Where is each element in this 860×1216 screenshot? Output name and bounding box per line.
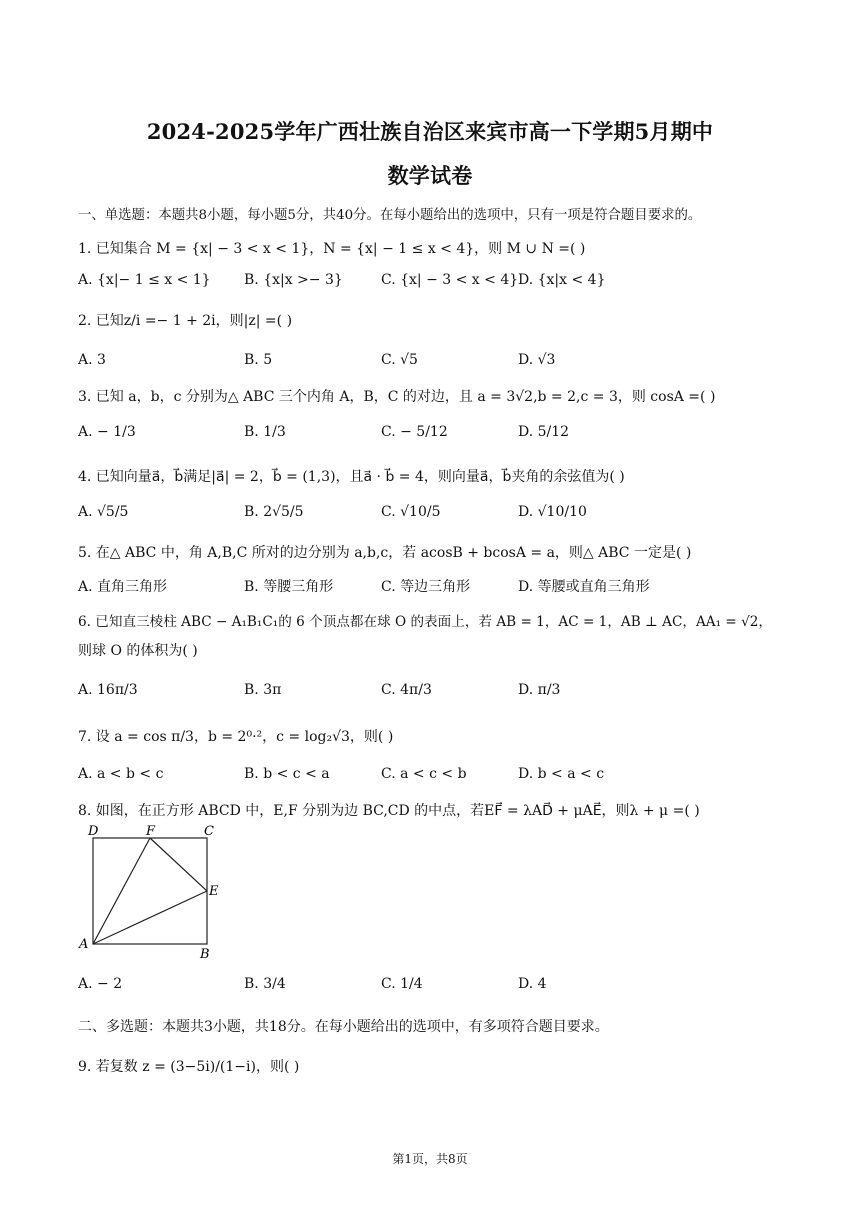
q2-option-b: B. 5: [244, 352, 273, 368]
square-abcd-figure: [74, 822, 224, 962]
q2-option-c: C. √5: [381, 352, 418, 368]
q5-option-a: A. 直角三角形: [78, 579, 168, 595]
q1-option-c: C. {x| − 3 < x < 4}: [381, 272, 519, 288]
label-b: B: [200, 947, 210, 962]
q1-option-a: A. {x|− 1 ≤ x < 1}: [78, 272, 211, 288]
q6-option-a: A. 16π/3: [78, 682, 138, 698]
label-e: E: [209, 884, 219, 899]
q6-option-c: C. 4π/3: [381, 682, 432, 698]
segment-af: [93, 838, 150, 944]
label-f: F: [146, 824, 156, 839]
q5-option-b: B. 等腰三角形: [244, 579, 334, 595]
q7-option-b: B. b < c < a: [244, 766, 330, 782]
q4-option-a: A. √5/5: [78, 504, 129, 520]
label-d: D: [88, 824, 99, 839]
q8-option-c: C. 1/4: [381, 976, 423, 992]
question-5-stem: 5. 在△ ABC 中，角 A,B,C 所对的边分别为 a,b,c，若 acosB + bcosA = a，则△ ABC 一定是( ): [78, 545, 692, 561]
page-footer: 第1页，共8页: [392, 1152, 468, 1166]
q7-option-a: A. a < b < c: [78, 766, 164, 782]
exam-title: 2024-2025学年广西壮族自治区来宾市高一下学期5月期中: [146, 119, 714, 144]
label-c: C: [204, 824, 214, 839]
question-1-stem: 1. 已知集合 M = {x| − 3 < x < 1}，N = {x| − 1 ≤ x < 4}，则 M ∪ N =( ): [78, 241, 586, 257]
q7-option-d: D. b < a < c: [518, 766, 605, 782]
question-6-stem-cont: 则球 O 的体积为( ): [78, 643, 198, 659]
question-3-stem: 3. 已知 a，b，c 分别为△ ABC 三个内角 A，B，C 的对边，且 a = 3√2,b = 2,c = 3，则 cosA =( ): [78, 389, 716, 405]
question-4-stem: 4. 已知向量a⃗，b⃗满足|a⃗| = 2，b⃗ = (1,3)，且a⃗ · b⃗ = 4，则向量a⃗，b⃗夹角的余弦值为( ): [78, 469, 625, 485]
exam-subtitle: 数学试卷: [387, 163, 473, 188]
q8-option-b: B. 3/4: [244, 976, 286, 992]
q1-option-d: D. {x|x < 4}: [518, 272, 606, 288]
section-single-choice: 一、单选题：本题共8小题，每小题5分，共40分。在每小题给出的选项中，只有一项是符合题目要求的。: [78, 208, 702, 223]
q6-option-d: D. π/3: [518, 682, 561, 698]
segment-fe: [150, 838, 207, 891]
q1-option-b: B. {x|x >− 3}: [244, 272, 343, 288]
q4-option-b: B. 2√5/5: [244, 504, 304, 520]
q8-option-a: A. − 2: [78, 976, 123, 992]
section-multiple-choice: 二、多选题：本题共3小题，共18分。在每小题给出的选项中，有多项符合题目要求。: [78, 1019, 609, 1035]
q6-option-b: B. 3π: [244, 682, 282, 698]
q2-option-d: D. √3: [518, 352, 556, 368]
q8-option-d: D. 4: [518, 976, 547, 992]
q4-option-c: C. √10/5: [381, 504, 441, 520]
q3-option-a: A. − 1/3: [78, 424, 136, 440]
square-outline: [93, 838, 207, 944]
question-2-stem: 2. 已知z/i =− 1 + 2i，则|z| =( ): [78, 313, 293, 329]
q5-option-c: C. 等边三角形: [381, 579, 471, 595]
q3-option-c: C. − 5/12: [381, 424, 448, 440]
q5-option-d: D. 等腰或直角三角形: [518, 579, 650, 595]
question-6-stem: 6. 已知直三棱柱 ABC − A₁B₁C₁的 6 个顶点都在球 O 的表面上，若 AB = 1，AC = 1，AB ⊥ AC，AA₁ = √2，: [78, 614, 772, 630]
q7-option-c: C. a < c < b: [381, 766, 467, 782]
question-9-stem: 9. 若复数 z = (3−5i)/(1−i)，则( ): [78, 1059, 300, 1075]
q4-option-d: D. √10/10: [518, 504, 587, 520]
question-8-stem: 8. 如图，在正方形 ABCD 中，E,F 分别为边 BC,CD 的中点，若EF⃗ = λAD⃗ + μAE⃗，则λ + μ =( ): [78, 803, 700, 819]
label-a: A: [79, 937, 89, 952]
q2-option-a: A. 3: [78, 352, 106, 368]
q3-option-b: B. 1/3: [244, 424, 286, 440]
question-7-stem: 7. 设 a = cos π/3，b = 2⁰·²，c = log₂√3，则( ): [78, 729, 394, 745]
q3-option-d: D. 5/12: [518, 424, 570, 440]
segment-ae: [93, 891, 207, 944]
